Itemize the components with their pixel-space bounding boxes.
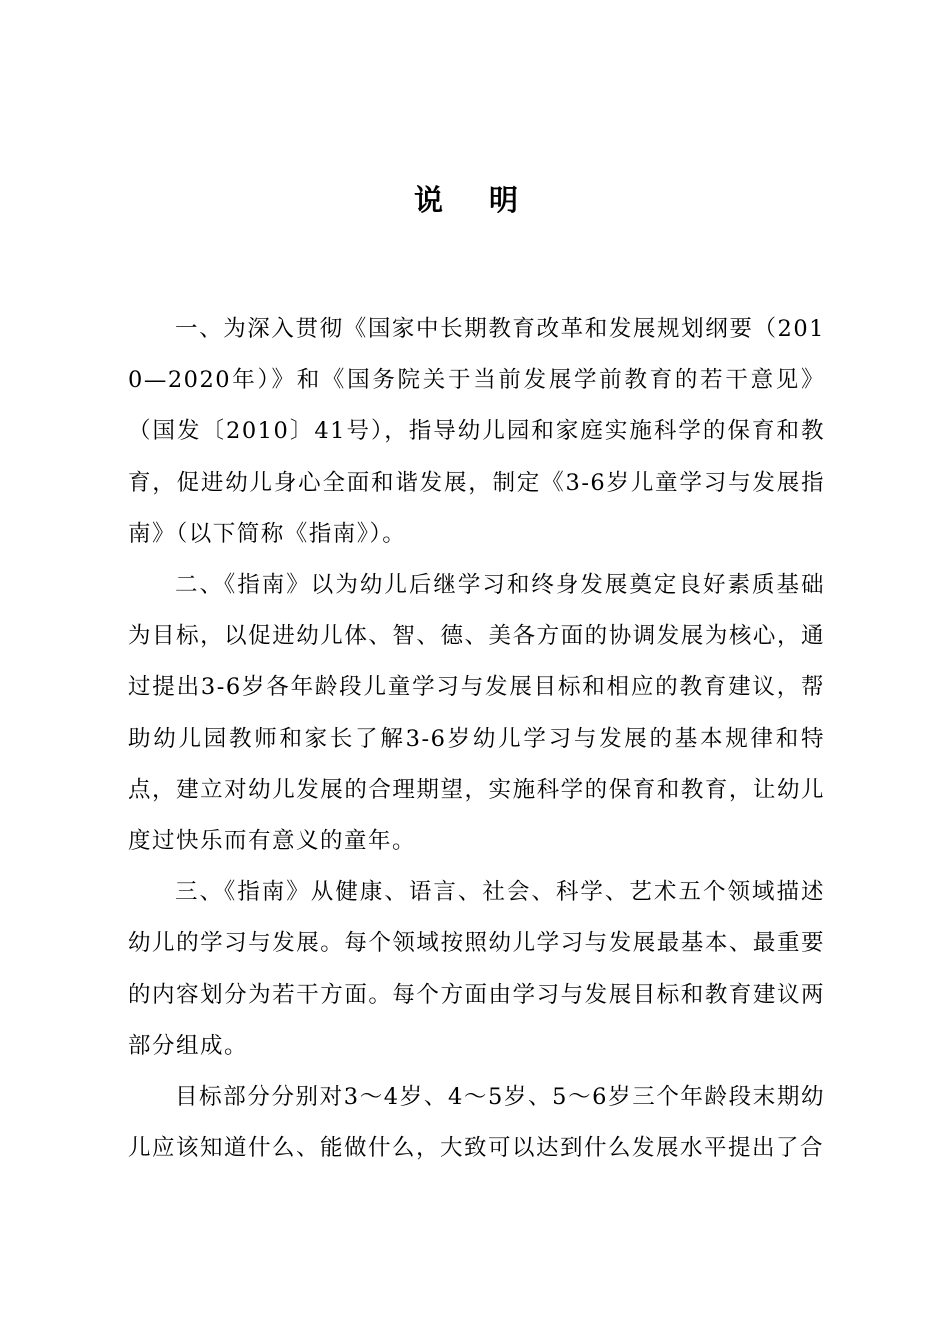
paragraph-4: 目标部分分别对3～4岁、4～5岁、5～6岁三个年龄段末期幼儿应该知道什么、能做什么，大致可以达到什么发展水平提出了合 xyxy=(128,1084,825,1162)
paragraph-2: 二、《指南》以为幼儿后继学习和终身发展奠定良好素质基础为目标，以促进幼儿体、智、德、美各方面的协调发展为核心，通过提出3-6岁各年龄段儿童学习与发展目标和相应的教育建议，帮助幼儿园教师和家长了解3-6岁幼儿学习与发展的基本规律和特点，建立对幼儿发展的合理期望，实施科学的保育和教育，让幼儿度过快乐而有意义的童年。 xyxy=(128,572,825,855)
paragraph-3: 三、《指南》从健康、语言、社会、科学、艺术五个领域描述幼儿的学习与发展。每个领域按照幼儿学习与发展最基本、最重要的内容划分为若干方面。每个方面由学习与发展目标和教育建议两部分组成。 xyxy=(128,879,825,1059)
paragraph-1: 一、为深入贯彻《国家中长期教育改革和发展规划纲要（2010—2020年）》和《国务院关于当前发展学前教育的若干意见》（国发〔2010〕41号），指导幼儿园和家庭实施科学的保育和教育，促进幼儿身心全面和谐发展，制定《3-6岁儿童学习与发展指南》（以下简称《指南》）。 xyxy=(128,316,825,547)
document-body xyxy=(128,304,825,1174)
document-title: 说 明 xyxy=(413,183,537,217)
